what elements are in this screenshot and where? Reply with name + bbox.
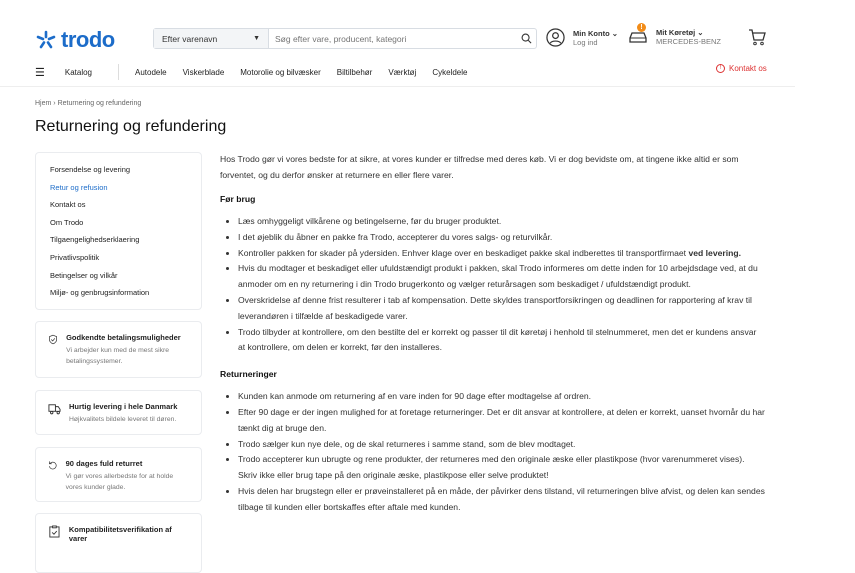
list-item: • I det øjeblik du åbner en pakke fra Trodo, accepterer du vores salgs- og returvilkår. (238, 230, 765, 246)
card-desc: Vi gør vores allerbedste for at holde vores kunder glade. (65, 473, 174, 491)
list-item: • Overskridelse af denne frist resulterer i tab af kompensation. Dette skyldes transportforsikringen og deadlinen for rapportering af krav til leverandøren i tilfælde af beskadigede varer. (238, 293, 765, 325)
sidebar-item[interactable]: Tilgaengelighedserklaering (50, 235, 140, 245)
card-title: Kompatibilitetsverifikation af varer (68, 525, 172, 544)
cart-icon (748, 29, 766, 46)
header-divider (0, 86, 795, 87)
login-link[interactable]: Log ind (573, 37, 598, 47)
main-nav (35, 64, 483, 80)
feature-card (35, 447, 202, 502)
card-title: 90 dages fuld returret (65, 459, 143, 468)
catalog-button[interactable] (35, 66, 108, 79)
catalog-label: Katalog (64, 67, 93, 77)
feature-card (35, 321, 202, 378)
nav-item[interactable]: Autodele (135, 67, 167, 77)
section-list (220, 389, 765, 515)
list-item-text: Kontroller pakken for skader på ydersiden. Enhver klage over en beskadiget pakke skal indberettes til transportfirmaet (238, 247, 689, 258)
list-item-bold: ved levering. (688, 247, 742, 258)
vehicle-menu[interactable] (628, 24, 722, 46)
intro-text: Hos Trodo gør vi vores bedste for at sikre, at vores kunder er tilfredse med deres køb. Vi er dog bevidste om, at tingene ikke altid er som forventet, og du derfor ønsker at returnere en eller flere varer. (220, 154, 739, 180)
chevron-down-icon: ▼ (253, 35, 260, 42)
page-title: Returnering og refundering (35, 118, 227, 135)
card-desc: Vi arbejder kun med de mest sikre betalingssystemer. (66, 347, 170, 365)
trodo-logo[interactable] (35, 27, 115, 53)
contact-link[interactable] (716, 64, 767, 73)
list-item: • Trodo tilbyder at kontrollere, om den bestilte del er korrekt og passer til dit køretøj i henhold til stelnummeret, men det er kundens ansvar at kontrollere, om delen er korrekt, før den installeres. (238, 325, 765, 357)
chevron-down-icon: ⌄ (697, 28, 704, 37)
account-title: Min Konto (573, 28, 610, 38)
card-desc: Højkvalitets bildele leveret til døren. (69, 416, 177, 424)
list-item (238, 246, 765, 262)
cart-button[interactable] (748, 29, 766, 51)
main-content (220, 151, 765, 526)
return-arrow-icon (48, 459, 58, 472)
list-item: • Efter 90 dage er der ingen mulighed for at foretage returneringer. Det er dit ansvar at kontrollere, at delen er korrekt, uanset hvornår du har tænkt dig at bruge den. (238, 405, 765, 437)
search-button[interactable] (516, 29, 536, 48)
vehicle-title: Mit Køretøj (656, 28, 696, 37)
list-item: • Læs omhyggeligt vilkårene og betingelserne, før du bruger produktet. (238, 214, 765, 230)
search-category-value: Efter varenavn (162, 33, 218, 44)
section-title: Før brug (220, 194, 256, 204)
nav-item[interactable]: Biltilbehør (336, 67, 373, 77)
menu-icon: ☰ (35, 66, 45, 79)
warning-badge-icon: ! (637, 23, 646, 32)
list-item: • Trodo accepterer kun ubrugte og rene produkter, der returneres med den originale æske eller plastikpose (hvor varenummeret vises). Skriv ikke eller brug tape på den originale æske, plastikpose eller selve produktet! (238, 452, 765, 484)
info-icon: ! (716, 64, 725, 73)
breadcrumb-current: Returnering og refundering (57, 100, 142, 107)
sidebar-item-active[interactable]: Retur og refusion (50, 182, 108, 192)
nav-item[interactable]: Viskerblade (182, 67, 225, 77)
sidebar-item[interactable]: Om Trodo (50, 217, 84, 227)
sidebar-menu (35, 152, 202, 310)
sidebar-item[interactable]: Miljø- og genbrugsinformation (50, 288, 150, 298)
sidebar-item[interactable]: Kontakt os (50, 200, 86, 210)
list-item: • Kunden kan anmode om returnering af en vare inden for 90 dage efter modtagelse af ordren. (238, 389, 765, 405)
card-title: Godkendte betalingsmuligheder (66, 333, 181, 342)
section-list (220, 214, 765, 356)
nav-item[interactable]: Motorolie og bilvæsker (240, 67, 321, 77)
account-menu[interactable] (546, 28, 618, 47)
shield-check-icon (48, 333, 58, 346)
feature-card (35, 390, 202, 435)
logo-star-icon (35, 30, 57, 50)
search-category-select[interactable] (154, 29, 269, 48)
list-item: • Trodo sælger kun nye dele, og de skal returneres i samme stand, som de blev modtaget. (238, 437, 765, 453)
search-icon (521, 33, 532, 44)
logo-text: trodo (61, 27, 115, 52)
card-title: Hurtig levering i hele Danmark (69, 402, 178, 411)
list-item: • Hvis delen har brugstegn eller er prøveinstalleret på en måde, der påvirker dens tilstand, vil returneringen blive afvist, og delen kan sendes tilbage til kunden eller bortskaffes efter aftale med kunden. (238, 484, 765, 516)
nav-item[interactable]: Cykeldele (432, 67, 468, 77)
sidebar-item[interactable]: Forsendelse og levering (50, 165, 131, 174)
sidebar-item[interactable]: Betingelser og vilkår (50, 270, 118, 280)
feature-card (35, 513, 202, 573)
sidebar-item[interactable]: Privatlivspolitik (50, 252, 100, 262)
list-item: • Hvis du modtager et beskadiget eller ufuldstændigt produkt i pakken, skal Trodo informeres om dette inden for 10 arbejdsdage ved, at du anmoder om en ny returnering i din Trodo brugerkonto og vælger returårsagen som beskadiget / ufuldstændigt produkt. (238, 261, 765, 293)
breadcrumb (35, 100, 141, 107)
search-bar (153, 28, 537, 49)
nav-divider (118, 64, 119, 80)
section-title: Returneringer (220, 369, 277, 380)
contact-label: Kontakt os (729, 64, 767, 73)
vehicle-name: MERCEDES-BENZ (656, 37, 722, 46)
chevron-down-icon: ⌄ (611, 28, 619, 38)
nav-item[interactable]: Værktøj (388, 67, 417, 77)
breadcrumb-home[interactable]: Hjem (35, 100, 52, 107)
truck-icon (48, 402, 61, 415)
search-input[interactable] (269, 29, 516, 48)
car-icon (628, 24, 648, 46)
clipboard-check-icon (48, 525, 61, 538)
chevron-right-icon: › (53, 100, 56, 107)
user-icon (546, 28, 565, 47)
